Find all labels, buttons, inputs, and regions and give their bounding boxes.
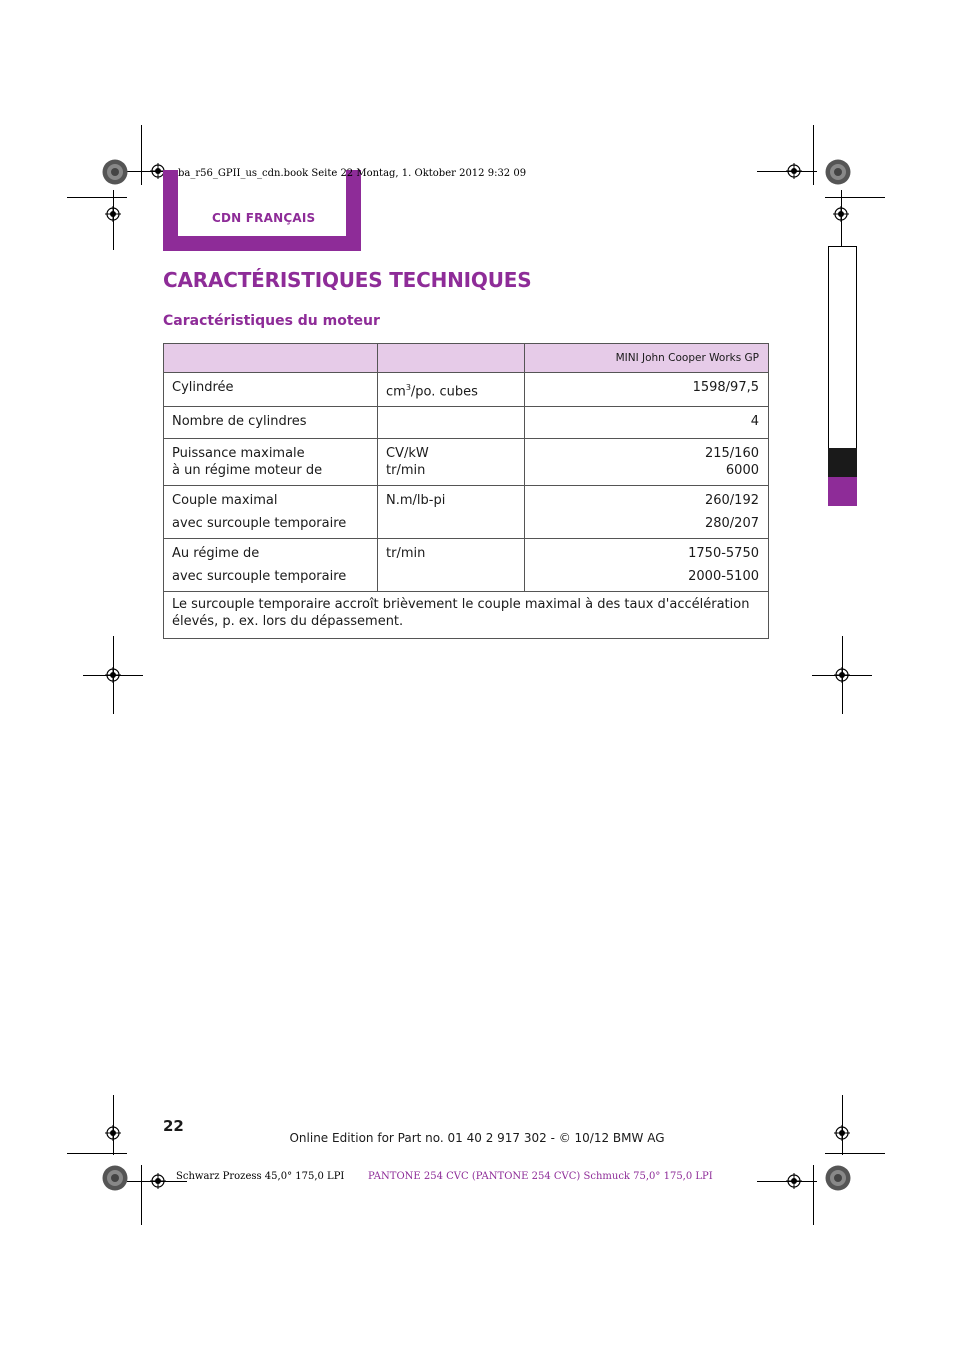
section-title: Caractéristiques du moteur — [163, 313, 380, 329]
table-row — [164, 539, 769, 592]
table-row — [164, 407, 769, 439]
color-rosette-icon — [825, 1165, 851, 1191]
print-slug-bottom-right: PANTONE 254 CVC (PANTONE 254 CVC) Schmuck 75,0° 175,0 LPI — [368, 1171, 713, 1182]
row-value: 1750-5750 2000-5100 — [688, 546, 759, 585]
table-row — [164, 373, 769, 407]
page-title: CARACTÉRISTIQUES TECHNIQUES — [163, 268, 532, 292]
table-note: Le surcouple temporaire accroît brièvement le couple maximal à des taux d'accélération élevés, p. ex. lors du dépassement. — [172, 597, 750, 630]
footer-edition: Online Edition for Part no. 01 40 2 917 302 - © 10/12 BMW AG — [289, 1131, 665, 1145]
table-header-cell — [164, 344, 378, 373]
table-note-row — [164, 592, 769, 639]
row-unit — [378, 407, 524, 419]
thumb-index-black-marker — [828, 448, 857, 477]
row-unit: $cm^3/po$. cubes — [386, 383, 478, 400]
print-slug-bottom-left: Schwarz Prozess 45,0° 175,0 LPI — [176, 1171, 345, 1182]
page-number: 22 — [163, 1117, 184, 1135]
registration-mark-icon — [105, 667, 121, 683]
row-unit: tr/min — [386, 546, 426, 562]
registration-mark-icon — [834, 667, 850, 683]
color-rosette-icon — [102, 159, 128, 185]
row-label: Puissance maximale à un régime moteur de — [172, 446, 323, 479]
registration-mark-icon — [786, 1173, 802, 1189]
print-slug-top: ba_r56_GPII_us_cdn.book Seite 22 Montag, 1. Oktober 2012 9:32 09 — [178, 168, 527, 179]
row-value: 260/192 280/207 — [704, 493, 759, 532]
table-row — [164, 486, 769, 539]
section-tab-label: CDN FRANÇAIS — [212, 211, 316, 225]
row-label: Nombre de cylindres — [172, 414, 307, 430]
row-label: Au régime de avec surcouple temporaire — [172, 546, 347, 585]
table-header-model: MINI John Cooper Works GP — [525, 344, 769, 373]
row-value: 4 — [750, 414, 759, 430]
row-value: 1598/97,5 — [692, 380, 759, 395]
table-header-cell — [378, 344, 525, 373]
engine-spec-table — [163, 343, 769, 639]
table-row — [164, 439, 769, 486]
row-label: Cylindrée — [172, 380, 234, 395]
registration-mark-icon — [786, 163, 802, 179]
row-label: Couple maximal avec surcouple temporaire — [172, 493, 347, 532]
row-unit: CV/kW tr/min — [386, 446, 429, 479]
table-header-row — [164, 344, 769, 373]
registration-mark-icon — [833, 206, 849, 222]
color-rosette-icon — [825, 159, 851, 185]
thumb-index-purple-marker — [828, 477, 857, 506]
row-value: 215/160 6000 — [704, 446, 759, 479]
registration-mark-icon — [105, 206, 121, 222]
header-tab-inner — [178, 170, 346, 236]
color-rosette-icon — [102, 1165, 128, 1191]
row-unit: N.m/lb-pi — [386, 493, 446, 509]
registration-mark-icon — [150, 1173, 166, 1189]
